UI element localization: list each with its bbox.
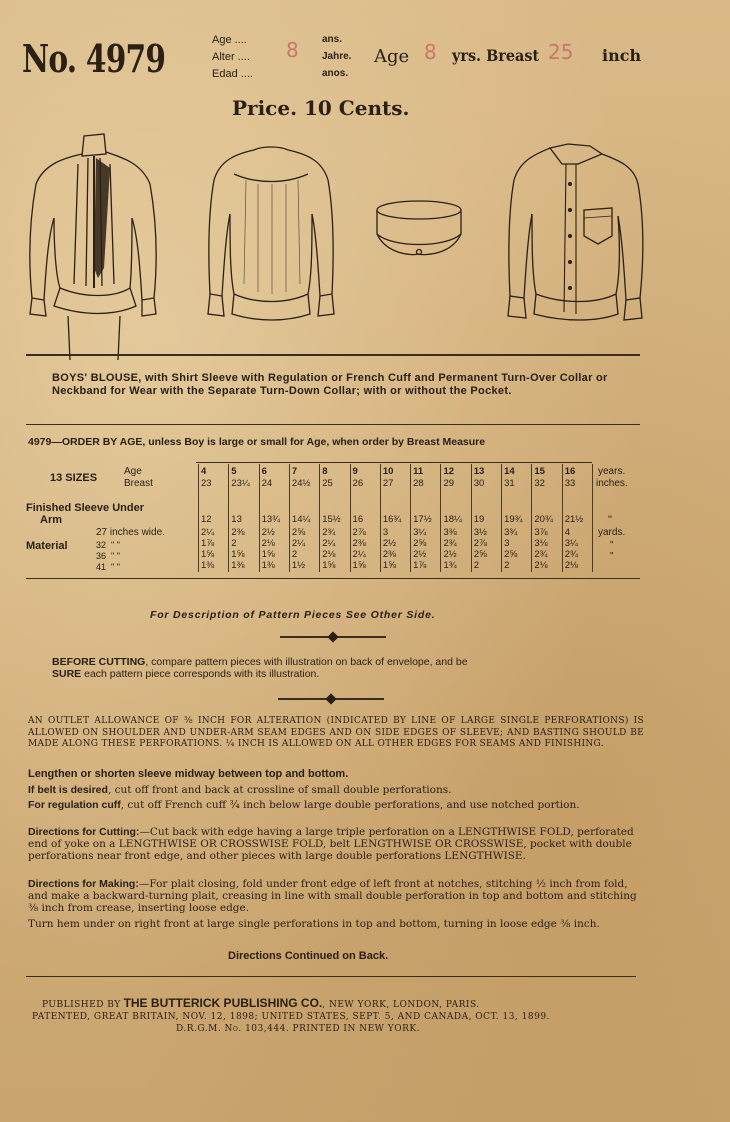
lang-label-jahre: Jahre. <box>322 51 352 62</box>
finished-cell: 19 <box>473 514 485 525</box>
before-cutting-lead: BEFORE CUTTING <box>52 656 146 668</box>
breast-cell: 29 <box>443 478 455 489</box>
grid-column-line <box>592 464 593 572</box>
material-row-1-cell: 2¾ <box>322 527 336 538</box>
lang-label-anos: anos. <box>322 68 349 79</box>
grid-column-line <box>259 464 260 572</box>
description-title: BOYS' BLOUSE <box>52 372 139 384</box>
material-row-2-cell: 2⅞ <box>473 538 487 549</box>
pattern-number: No. 4979 <box>22 36 166 81</box>
breast-cell: 28 <box>413 478 424 489</box>
material-row-2-cell: 2 <box>231 538 237 549</box>
material-row-2-cell: 2¼ <box>291 538 306 549</box>
grid-column-line <box>228 464 229 572</box>
material-row-3-cell: 2 <box>291 549 298 560</box>
instruction-belt: If belt is desired, cut off front and back at crossline of small double perforations. <box>28 784 452 796</box>
age-handwritten: 8 <box>286 38 299 62</box>
material-row-4-cell: 1⅜ <box>201 560 215 571</box>
material-row-1-cell: 3¾ <box>504 527 518 538</box>
grid-column-line <box>471 464 472 572</box>
finished-cell: 13 <box>231 514 242 525</box>
breast-cell: 23 <box>201 478 212 489</box>
material-row-3-cell: 2¾ <box>564 549 578 560</box>
material-row-4-cell: 1½ <box>291 560 306 571</box>
material-row-2-cell: 3⅛ <box>534 538 548 549</box>
blouse-front-illustration <box>24 128 164 360</box>
breast-cell: 31 <box>504 478 515 489</box>
age-cell: 5 <box>231 466 237 477</box>
finished-cell: 13¾ <box>261 514 281 525</box>
age-cell: 6 <box>261 466 267 477</box>
material-row-1-cell: 2½ <box>261 527 275 538</box>
age-handwritten-2: 8 <box>424 40 437 64</box>
finished-cell: 19¾ <box>504 514 523 525</box>
material-row-4-cell: 1⅜ <box>231 560 245 571</box>
material-row-2-cell: 2½ <box>382 538 397 549</box>
grid-column-line <box>380 464 381 572</box>
finished-cell: 15½ <box>322 514 341 525</box>
finished-cell: 14¼ <box>291 514 311 525</box>
grid-column-line <box>440 464 441 572</box>
inch-label: inch <box>602 46 642 65</box>
grid-column-line <box>198 464 199 572</box>
finished-cell: 16¾ <box>382 514 402 525</box>
inches-label: inches. <box>596 478 628 489</box>
finished-cell: 18¼ <box>443 514 462 525</box>
width-32-label: 32 " " <box>96 540 120 550</box>
publisher-line-3: D.R.G.M. No. 103,444. PRINTED IN NEW YORK. <box>176 1024 420 1034</box>
age-cell: 13 <box>473 466 485 477</box>
age-cell: 4 <box>201 466 207 477</box>
material-row-1-cell: 3⅞ <box>534 527 548 538</box>
grid-column-line <box>350 464 351 572</box>
yards-label: yards. <box>598 527 626 538</box>
before-cutting <box>52 656 648 680</box>
sizes-age-label: Age <box>124 466 142 477</box>
material-row-2-cell: 2⅛ <box>261 538 275 549</box>
material-row-3-cell: 2⅝ <box>504 549 518 560</box>
material-row-3-cell: 2⅜ <box>382 549 397 560</box>
material-row-4-cell: 1⅜ <box>261 560 275 571</box>
breast-cell: 33 <box>564 478 576 489</box>
row-quote-1: " <box>610 540 614 551</box>
material-row-3-cell: 2¾ <box>534 549 548 560</box>
age-cell: 14 <box>504 466 515 477</box>
age-cell: 15 <box>534 466 545 477</box>
material-label: Material <box>26 540 68 552</box>
divider-description <box>26 424 640 425</box>
age-label-german: Alter .... <box>212 51 250 63</box>
instruction-cutting: Directions for Cutting:—Cut back with edge having a large triple perforation on a LENGTHWISE FOLD, perforated end of yoke on a LENGTHWISE OR CROSSWISE FOLD, belt LENGTHWISE OR CROSSWISE, pocket with double perforations near front edge, and other pieces with large double perforations LENGTHWISE. <box>28 826 634 862</box>
material-row-2-cell: 1⅞ <box>201 538 215 549</box>
width-41-label: 41 " " <box>96 562 120 572</box>
age-cell: 11 <box>413 466 424 477</box>
years-label: years. <box>598 466 626 477</box>
material-row-2-cell: 2¼ <box>322 538 336 549</box>
publisher-line-2: PATENTED, GREAT BRITAIN, NOV. 12, 1898; UNITED STATES, SEPT. 5, AND CANADA, OCT. 13, 1899. <box>32 1012 550 1022</box>
divider-table-bottom <box>26 578 640 579</box>
breast-cell: 30 <box>473 478 485 489</box>
age-cell: 16 <box>564 466 576 477</box>
breast-cell: 26 <box>352 478 364 489</box>
age-cell: 7 <box>291 466 298 477</box>
material-row-4-cell: 1⅝ <box>382 560 397 571</box>
divider-bottom <box>26 976 636 977</box>
grid-column-line <box>289 464 290 572</box>
before-cutting-lead2: SURE <box>52 668 82 680</box>
material-row-1-cell: 2⅜ <box>231 527 245 538</box>
description-text: , with Shirt Sleeve with Regulation or French Cuff and Permanent Turn-Over Collar or Neckband for Wear with the Separate Turn-Down Collar; with or without the Pocket. <box>52 372 608 397</box>
material-row-4-cell: 1⅝ <box>352 560 366 571</box>
grid-column-line <box>501 464 502 572</box>
age-cell: 10 <box>382 466 394 477</box>
material-row-3-cell: 2¼ <box>352 549 366 560</box>
finished-cell: 20¾ <box>534 514 553 525</box>
ornament-divider-2 <box>278 698 384 700</box>
age-cell: 8 <box>322 466 328 477</box>
breast-cell: 32 <box>534 478 545 489</box>
blouse-back-illustration <box>206 144 336 330</box>
finished-cell: 21½ <box>564 514 584 525</box>
publisher-line-1: PUBLISHED BY THE BUTTERICK PUBLISHING CO., NEW YORK, LONDON, PARIS. <box>42 996 480 1010</box>
breast-cell: 27 <box>382 478 394 489</box>
material-row-1-cell: 2⅞ <box>352 527 366 538</box>
pieces-note: For Description of Pattern Pieces See Other Side. <box>150 609 436 621</box>
material-row-1-cell: 2¼ <box>201 527 215 538</box>
sizes-breast-label: Breast <box>124 478 153 489</box>
size-grid <box>198 464 592 574</box>
divider-table-top <box>196 462 592 463</box>
material-row-1-cell: 3¼ <box>413 527 427 538</box>
blouse-front-collar-illustration <box>506 140 646 330</box>
continued-note: Directions Continued on Back. <box>228 950 389 962</box>
arm-label: Arm <box>40 514 63 526</box>
age-label-english: Age .... <box>212 34 247 46</box>
breast-handwritten: 25 <box>548 40 574 64</box>
material-row-3-cell: 2½ <box>413 549 427 560</box>
material-row-2-cell: 3¼ <box>564 538 578 549</box>
instruction-turn-hem: Turn hem under on right front at large single perforations in top and bottom, turning in loose edge ⅜ inch. <box>28 918 600 930</box>
material-row-4-cell: 1⅝ <box>322 560 336 571</box>
sizes-label: 13 SIZES <box>50 472 98 484</box>
material-row-2-cell: 2¾ <box>443 538 457 549</box>
divider-top <box>26 354 640 356</box>
material-row-3-cell: 2⅛ <box>322 549 336 560</box>
breast-cell: 25 <box>322 478 333 489</box>
material-row-4-cell: 1⅞ <box>413 560 427 571</box>
order-number: 4979 <box>28 436 52 448</box>
separate-collar-illustration <box>372 196 466 260</box>
grid-column-line <box>410 464 411 572</box>
outlet-paragraph: AN OUTLET ALLOWANCE OF ⅜ INCH FOR ALTERATION (INDICATED BY LINE OF LARGE SINGLE PERFORATIONS) IS ALLOWED ON SHOULDER AND UNDER-ARM SEAM EDGES AND ON SIDE EDGES OF SLEEVE; AND BASTING SHOULD BE MADE ALONG THESE PERFORATIONS. ¼ INCH IS ALLOWED ON ALL OTHER EDGES FOR SEAMS AND FINISHING. <box>28 716 644 749</box>
price: Price. 10 Cents. <box>232 96 410 120</box>
material-row-3-cell: 1⅝ <box>231 549 245 560</box>
material-row-4-cell: 2 <box>473 560 480 571</box>
finished-quote: " <box>608 514 612 526</box>
finished-cell: 16 <box>352 514 364 525</box>
finished-cell: 17½ <box>413 514 432 525</box>
material-row-1-cell: 3⅜ <box>443 527 457 538</box>
grid-column-line <box>319 464 320 572</box>
before-cutting-text: , compare pattern pieces with illustration on back of envelope, and be <box>145 656 468 668</box>
instruction-lengthen: Lengthen or shorten sleeve midway between top and bottom. <box>28 768 349 780</box>
age-label: Age <box>374 46 410 67</box>
material-row-1-cell: 3½ <box>473 527 487 538</box>
material-row-3-cell: 2⅝ <box>473 549 487 560</box>
order-line <box>28 436 648 448</box>
material-row-3-cell: 1⅝ <box>201 549 215 560</box>
order-text: —ORDER BY AGE, unless Boy is large or small for Age, when order by Breast Measure <box>51 436 486 448</box>
material-row-2-cell: 2⅝ <box>413 538 427 549</box>
material-row-1-cell: 3 <box>382 527 389 538</box>
width-36-label: 36 " " <box>96 551 120 561</box>
material-row-2-cell: 2⅜ <box>352 538 366 549</box>
breast-cell: 24½ <box>291 478 311 489</box>
age-cell: 12 <box>443 466 455 477</box>
width-27-label: 27 inches wide. <box>96 527 165 538</box>
material-row-4-cell: 2 <box>504 560 510 571</box>
description <box>52 372 642 397</box>
breast-label: yrs. Breast <box>452 46 540 65</box>
material-row-4-cell: 1¾ <box>443 560 457 571</box>
material-row-3-cell: 2½ <box>443 549 457 560</box>
before-cutting-text2: each pattern piece corresponds with its illustration. <box>81 668 320 680</box>
row-quote-2: " <box>610 551 614 562</box>
finished-cell: 12 <box>201 514 212 525</box>
breast-cell: 23¼ <box>231 478 250 489</box>
material-row-2-cell: 3 <box>504 538 510 549</box>
age-cell: 9 <box>352 466 358 477</box>
ornament-divider-1 <box>280 636 386 638</box>
instruction-making: Directions for Making:—For plait closing, fold under front edge of left front at notches, stitching ½ inch from fold, and make a backward-turning plait, creasing in line with small double perforation in top and bottom and stitching ⅜ inch from crease, inserting loose edge. <box>28 878 637 914</box>
material-row-1-cell: 2⅝ <box>291 527 306 538</box>
grid-column-line <box>531 464 532 572</box>
instruction-regulation-cuff: For regulation cuff, cut off French cuff ¾ inch below large double perforations, and use notched portion. <box>28 799 580 811</box>
lang-label-ans: ans. <box>322 34 343 45</box>
grid-column-line <box>562 464 563 572</box>
breast-cell: 24 <box>261 478 273 489</box>
material-row-4-cell: 2⅛ <box>564 560 578 571</box>
finished-label: Finished Sleeve Under <box>26 502 144 514</box>
material-row-4-cell: 2⅛ <box>534 560 548 571</box>
material-row-1-cell: 4 <box>564 527 570 538</box>
material-row-3-cell: 1⅝ <box>261 549 275 560</box>
age-label-spanish: Edad .... <box>212 68 253 80</box>
